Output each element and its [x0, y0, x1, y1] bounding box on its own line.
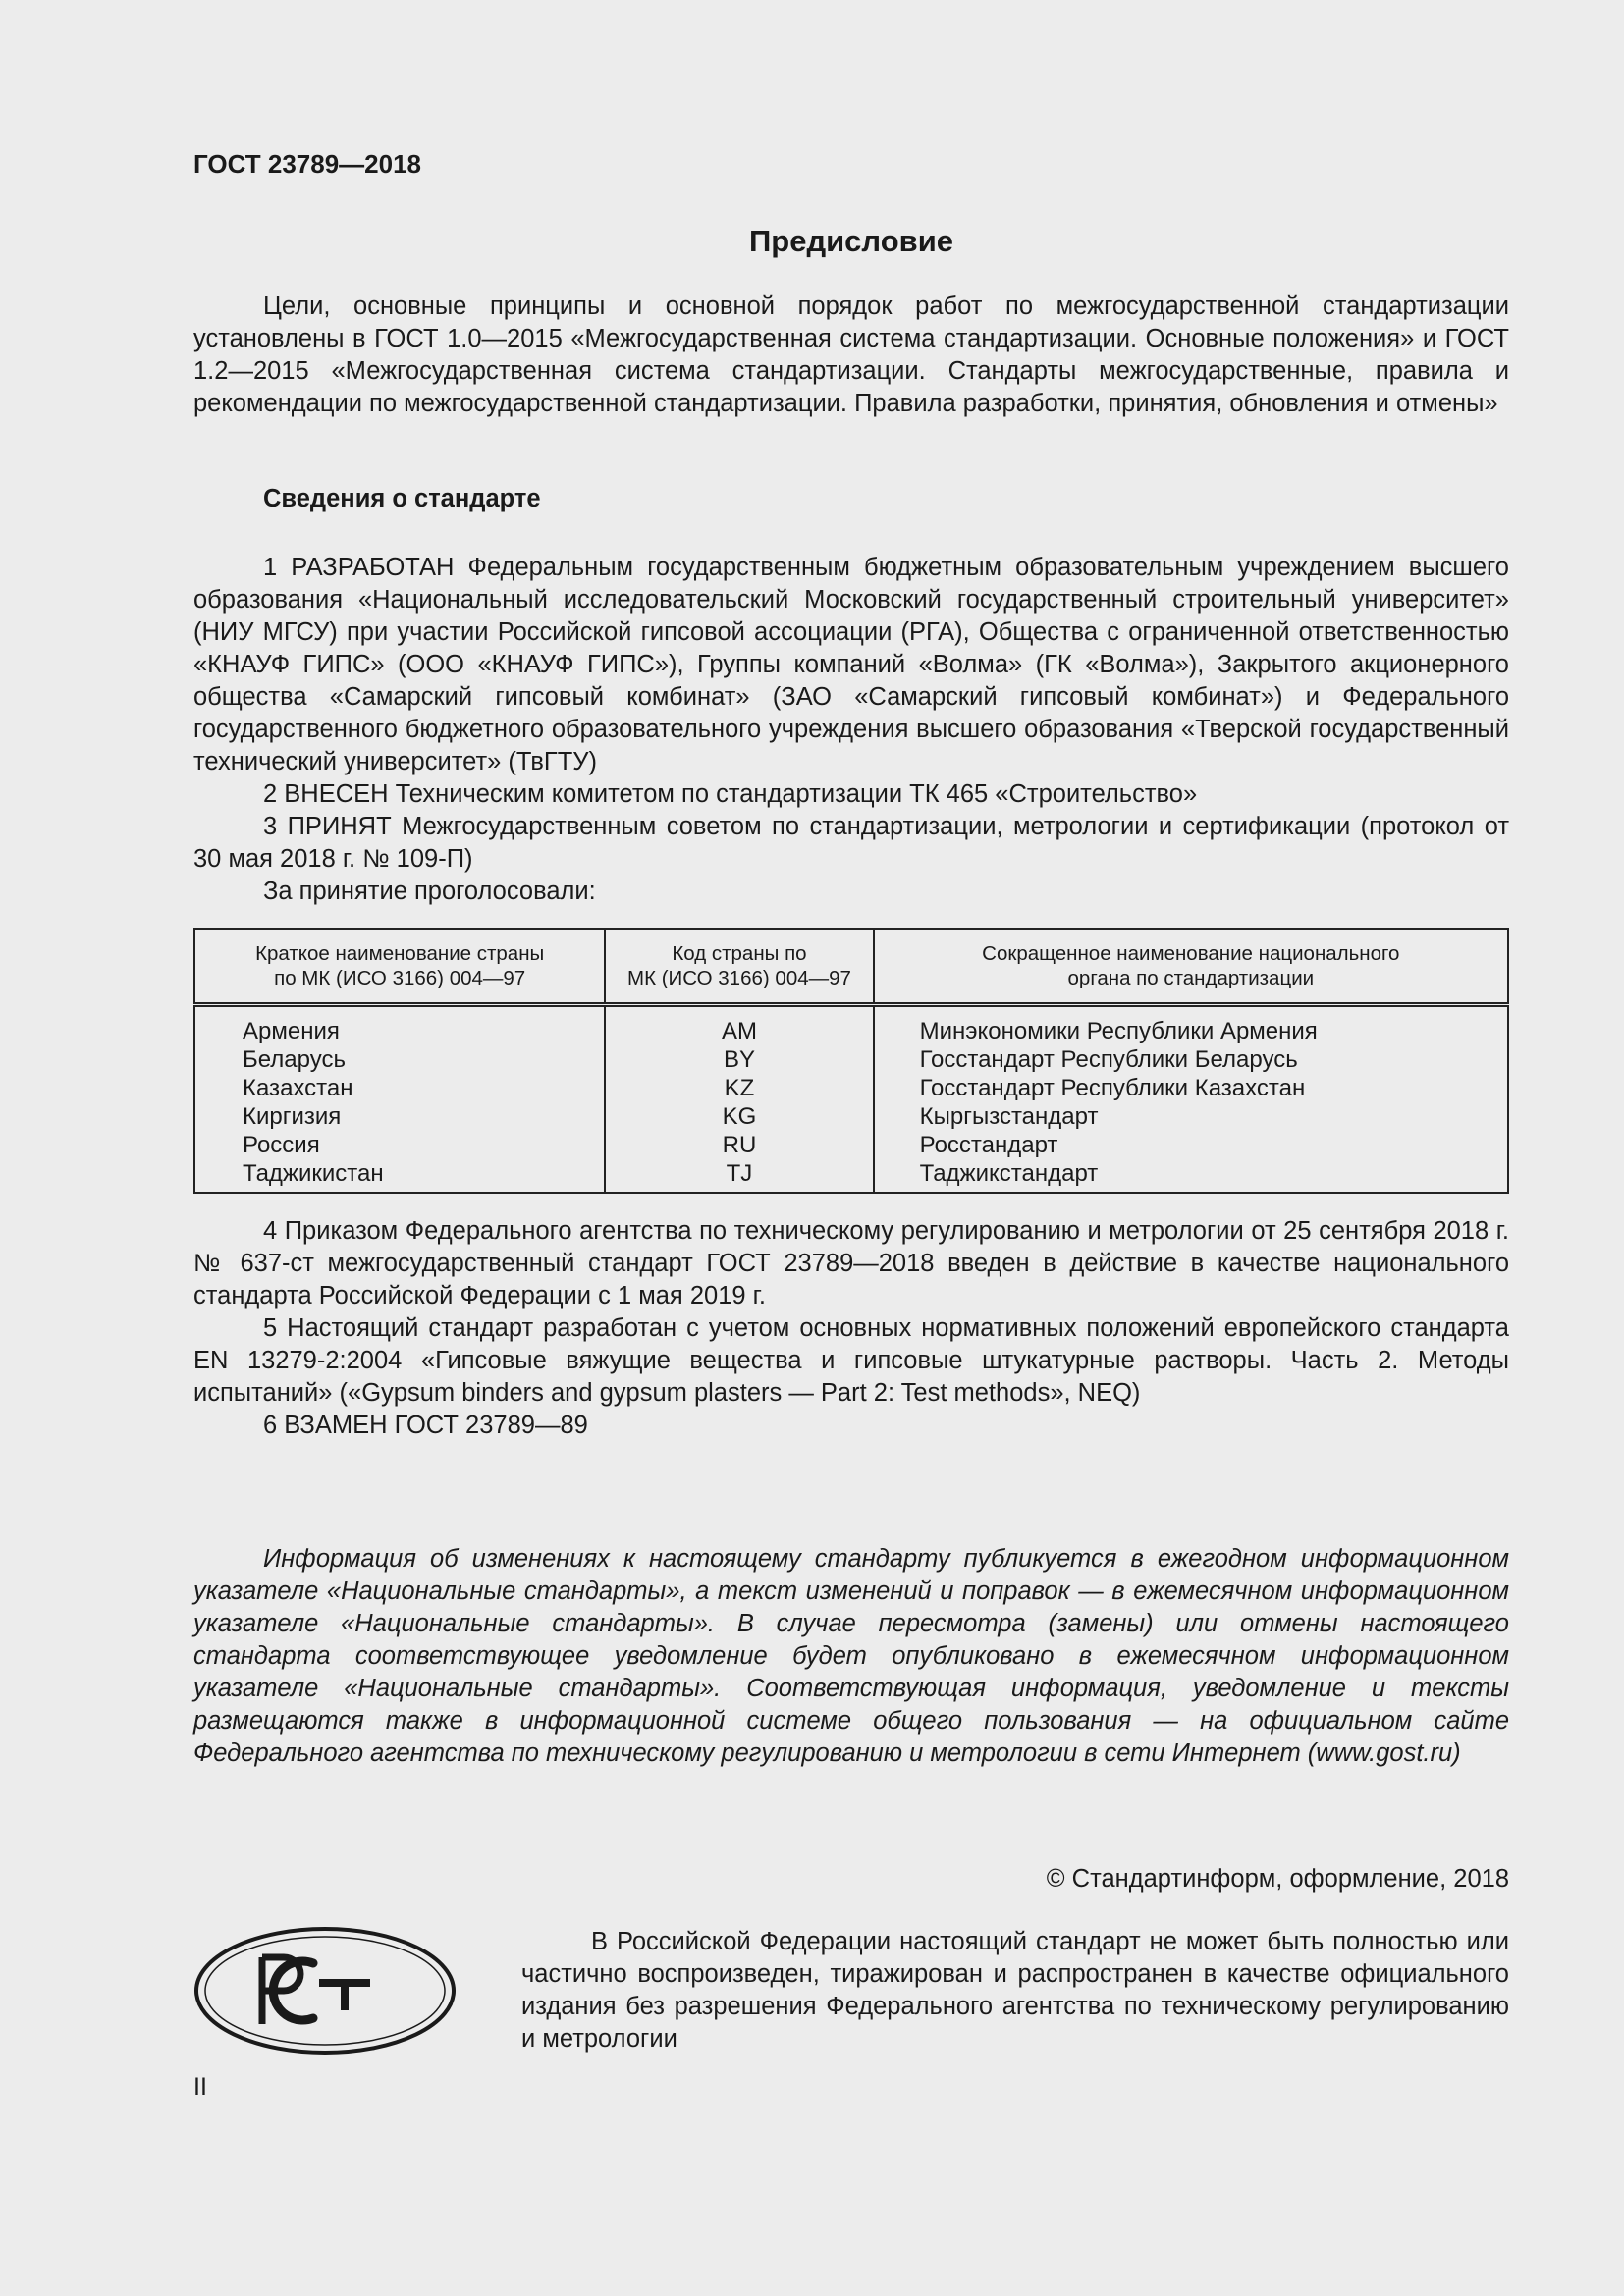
voted-label: За принятие проголосовали: — [263, 878, 596, 905]
country-name: Беларусь — [243, 1046, 346, 1073]
item-replaces: 6 ВЗАМЕН ГОСТ 23789—89 — [263, 1412, 588, 1439]
standard-info-list-continued — [193, 1215, 1509, 1442]
standard-info-list — [193, 552, 1509, 908]
country-name: Казахстан — [243, 1075, 353, 1101]
copyright-line: © Стандартинформ, оформление, 2018 — [1046, 1865, 1509, 1893]
country-code: TJ — [726, 1160, 753, 1187]
table-body-row — [194, 1005, 1508, 1194]
country-name: Киргизия — [243, 1103, 342, 1130]
item-enacted: 4 Приказом Федерального агентства по техническому регулированию и метрологии от 25 сентября 2018 г. № 637-ст межгосударственный стандарт ГОСТ 23789—2018 введен в действие в качестве национального стандарта Российской Федерации с 1 мая 2019 г. — [193, 1217, 1509, 1309]
intro-paragraph: Цели, основные принципы и основной порядок работ по межгосударственной стандартизации установлены в ГОСТ 1.0—2015 «Межгосударственная система стандартизации. Основные положения» и ГОСТ 1.2—2015 «Межгосударственная система стандартизации. Стандарты межгосударственные, правила и рекомендации по межгосударственной стандартизации. Правила разработки, принятия, обновления и отмены» — [193, 293, 1509, 417]
country-names-cell — [194, 1005, 605, 1194]
standards-body: Росстандарт — [919, 1132, 1058, 1158]
item-adopted: 3 ПРИНЯТ Межгосударственным советом по стандартизации, метрологии и сертификации (протокол от 30 мая 2018 г. № 109-П) — [193, 813, 1509, 873]
changes-info-note: Информация об изменениях к настоящему стандарту публикуется в ежегодном информационном указателе «Национальные стандарты», а текст изменений и поправок — в ежемесячном информационном указателе «Национальные стандарты». В случае пересмотра (замены) или отмены настоящего стандарта соответствующее уведомление будет опубликовано в ежемесячном информационном указателе «Национальные стандарты». Соответствующая информация, уведомление и тексты размещаются также в информационной системе общего пользования — на официальном сайте Федерального агентства по техническому регулированию и метрологии в сети Интернет (www.gost.ru) — [193, 1545, 1509, 1767]
standards-body: Таджикстандарт — [919, 1160, 1099, 1187]
country-name: Россия — [243, 1132, 320, 1158]
standards-body: Кыргызстандарт — [919, 1103, 1099, 1130]
item-based-on: 5 Настоящий стандарт разработан с учетом основных нормативных положений европейского стандарта EN 13279-2:2004 «Гипсовые вяжущие вещества и гипсовые штукатурные растворы. Часть 2. Методы испытаний» («Gypsum binders and gypsum plasters — Part 2: Test methods», NEQ) — [193, 1314, 1509, 1407]
column-header-code: Код страны по МК (ИСО 3166) 004—97 — [605, 929, 873, 1005]
rst-logo-graphic — [193, 1926, 457, 2056]
rst-logo-icon — [193, 1926, 457, 2056]
country-code: RU — [722, 1132, 757, 1158]
section-heading: Сведения о стандарте — [263, 485, 541, 512]
page-title: Предисловие — [748, 224, 953, 258]
country-name: Армения — [243, 1018, 340, 1044]
country-codes-cell — [605, 1005, 873, 1194]
standards-body: Госстандарт Республики Казахстан — [919, 1075, 1306, 1101]
country-code: KG — [722, 1103, 757, 1130]
standards-bodies-cell — [874, 1005, 1508, 1194]
reproduction-rights-note: В Российской Федерации настоящий стандарт не может быть полностью или частично воспроизведен, тиражирован и распространен в качестве официального издания без разрешения Федерального агентства по техническому регулированию и метрологии — [521, 1928, 1509, 2053]
country-code: BY — [723, 1046, 755, 1073]
standards-body: Госстандарт Республики Беларусь — [919, 1046, 1298, 1073]
item-submitted: 2 ВНЕСЕН Техническим комитетом по стандартизации ТК 465 «Строительство» — [263, 780, 1198, 808]
standards-body: Минэкономики Республики Армения — [919, 1018, 1318, 1044]
country-name: Таджикистан — [243, 1160, 384, 1187]
table-header-row — [194, 929, 1508, 1005]
country-code: AM — [721, 1018, 757, 1044]
page-number: II — [193, 2073, 207, 2101]
item-developed: 1 РАЗРАБОТАН Федеральным государственным бюджетным образовательным учреждением высшего образования «Национальный исследовательский Московский государственный строительный университет» (НИУ МГСУ) при участии Российской гипсовой ассоциации (РГА), Общества с ограниченной ответственностью «КНАУФ ГИПС» (ООО «КНАУФ ГИПС»), Группы компаний «Волма» (ГК «Волма»), Закрытого акционерного общества «Самарский гипсовый комбинат» (ЗАО «Самарский гипсовый комбинат») и Федерального государственного бюджетного образовательного учреждения высшего образования «Тверской государственный технический университет» (ТвГТУ) — [193, 554, 1509, 775]
document-code: ГОСТ 23789—2018 — [193, 149, 421, 179]
column-header-country: Краткое наименование страны по МК (ИСО 3166) 004—97 — [194, 929, 605, 1005]
country-code: KZ — [724, 1075, 755, 1101]
column-header-body: Сокращенное наименование национального органа по стандартизации — [874, 929, 1508, 1005]
voting-countries-table — [193, 928, 1509, 1194]
